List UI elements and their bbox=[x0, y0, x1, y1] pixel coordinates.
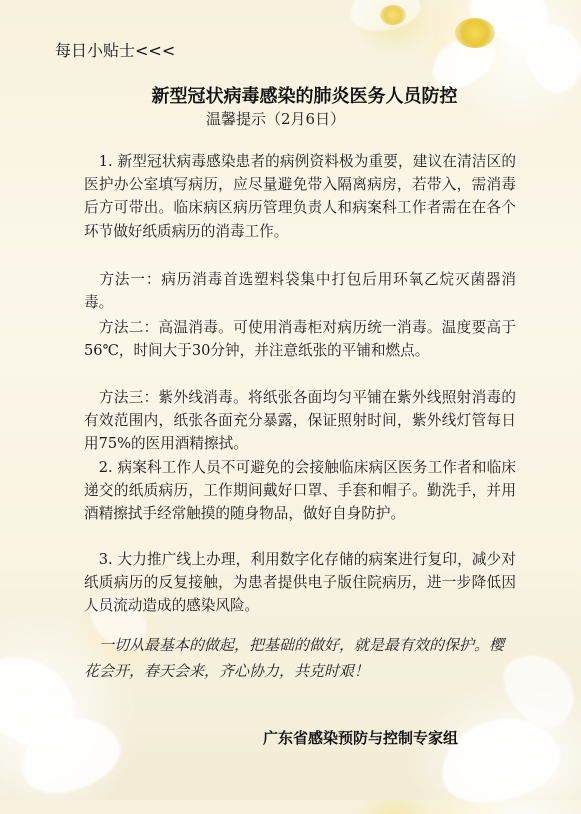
page-subtitle: 温馨提示（2月6日） bbox=[206, 110, 346, 128]
daily-tip-label: 每日小贴士<<< bbox=[55, 41, 176, 60]
paragraph-method-2: 方法二：高温消毒。可使用消毒柜对病历统一消毒。温度要高于56℃，时间大于30分钟，并注意纸张的平铺和燃点。 bbox=[84, 319, 516, 360]
page-title: 新型冠状病毒感染的肺炎医务人员防控 bbox=[151, 86, 458, 107]
organization-signature: 广东省感染预防与控制专家组 bbox=[263, 729, 459, 747]
paragraph-method-1: 方法一：病历消毒首选塑料袋集中打包后用环氧乙烷灭菌器消毒。 bbox=[84, 271, 516, 312]
paragraph-1: 1. 新型冠状病毒感染患者的病例资料极为重要，建议在清洁区的医护办公室填写病历，应尽量避免带入隔离病房，若带入，需消毒后方可带出。临床病区病历管理负责人和病案科工作者需在在各个环节做好纸质病历的消毒工作。 bbox=[84, 153, 516, 240]
paragraph-method-3: 方法三：紫外线消毒。将纸张各面均匀平铺在紫外线照射消毒的有效范围内，纸张各面充分暴露，保证照射时间，紫外线灯管每日用75%的医用酒精擦拭。 bbox=[84, 389, 516, 453]
closing-message: 一切从最基本的做起，把基础的做好，就是最有效的保护。樱花会开，春天会来，齐心协力，共克时艰！ bbox=[84, 636, 505, 680]
paragraph-2: 2. 病案科工作人员不可避免的会接触临床病区医务工作者和临床递交的纸质病历，工作期间戴好口罩、手套和帽子。勤洗手，并用酒精擦拭手经常触摸的随身物品，做好自身防护。 bbox=[84, 459, 516, 523]
paragraph-3: 3. 大力推广线上办理，利用数字化存储的病案进行复印，减少对纸质病历的反复接触，为患者提供电子版住院病历，进一步降低因人员流动造成的感染风险。 bbox=[84, 551, 516, 615]
